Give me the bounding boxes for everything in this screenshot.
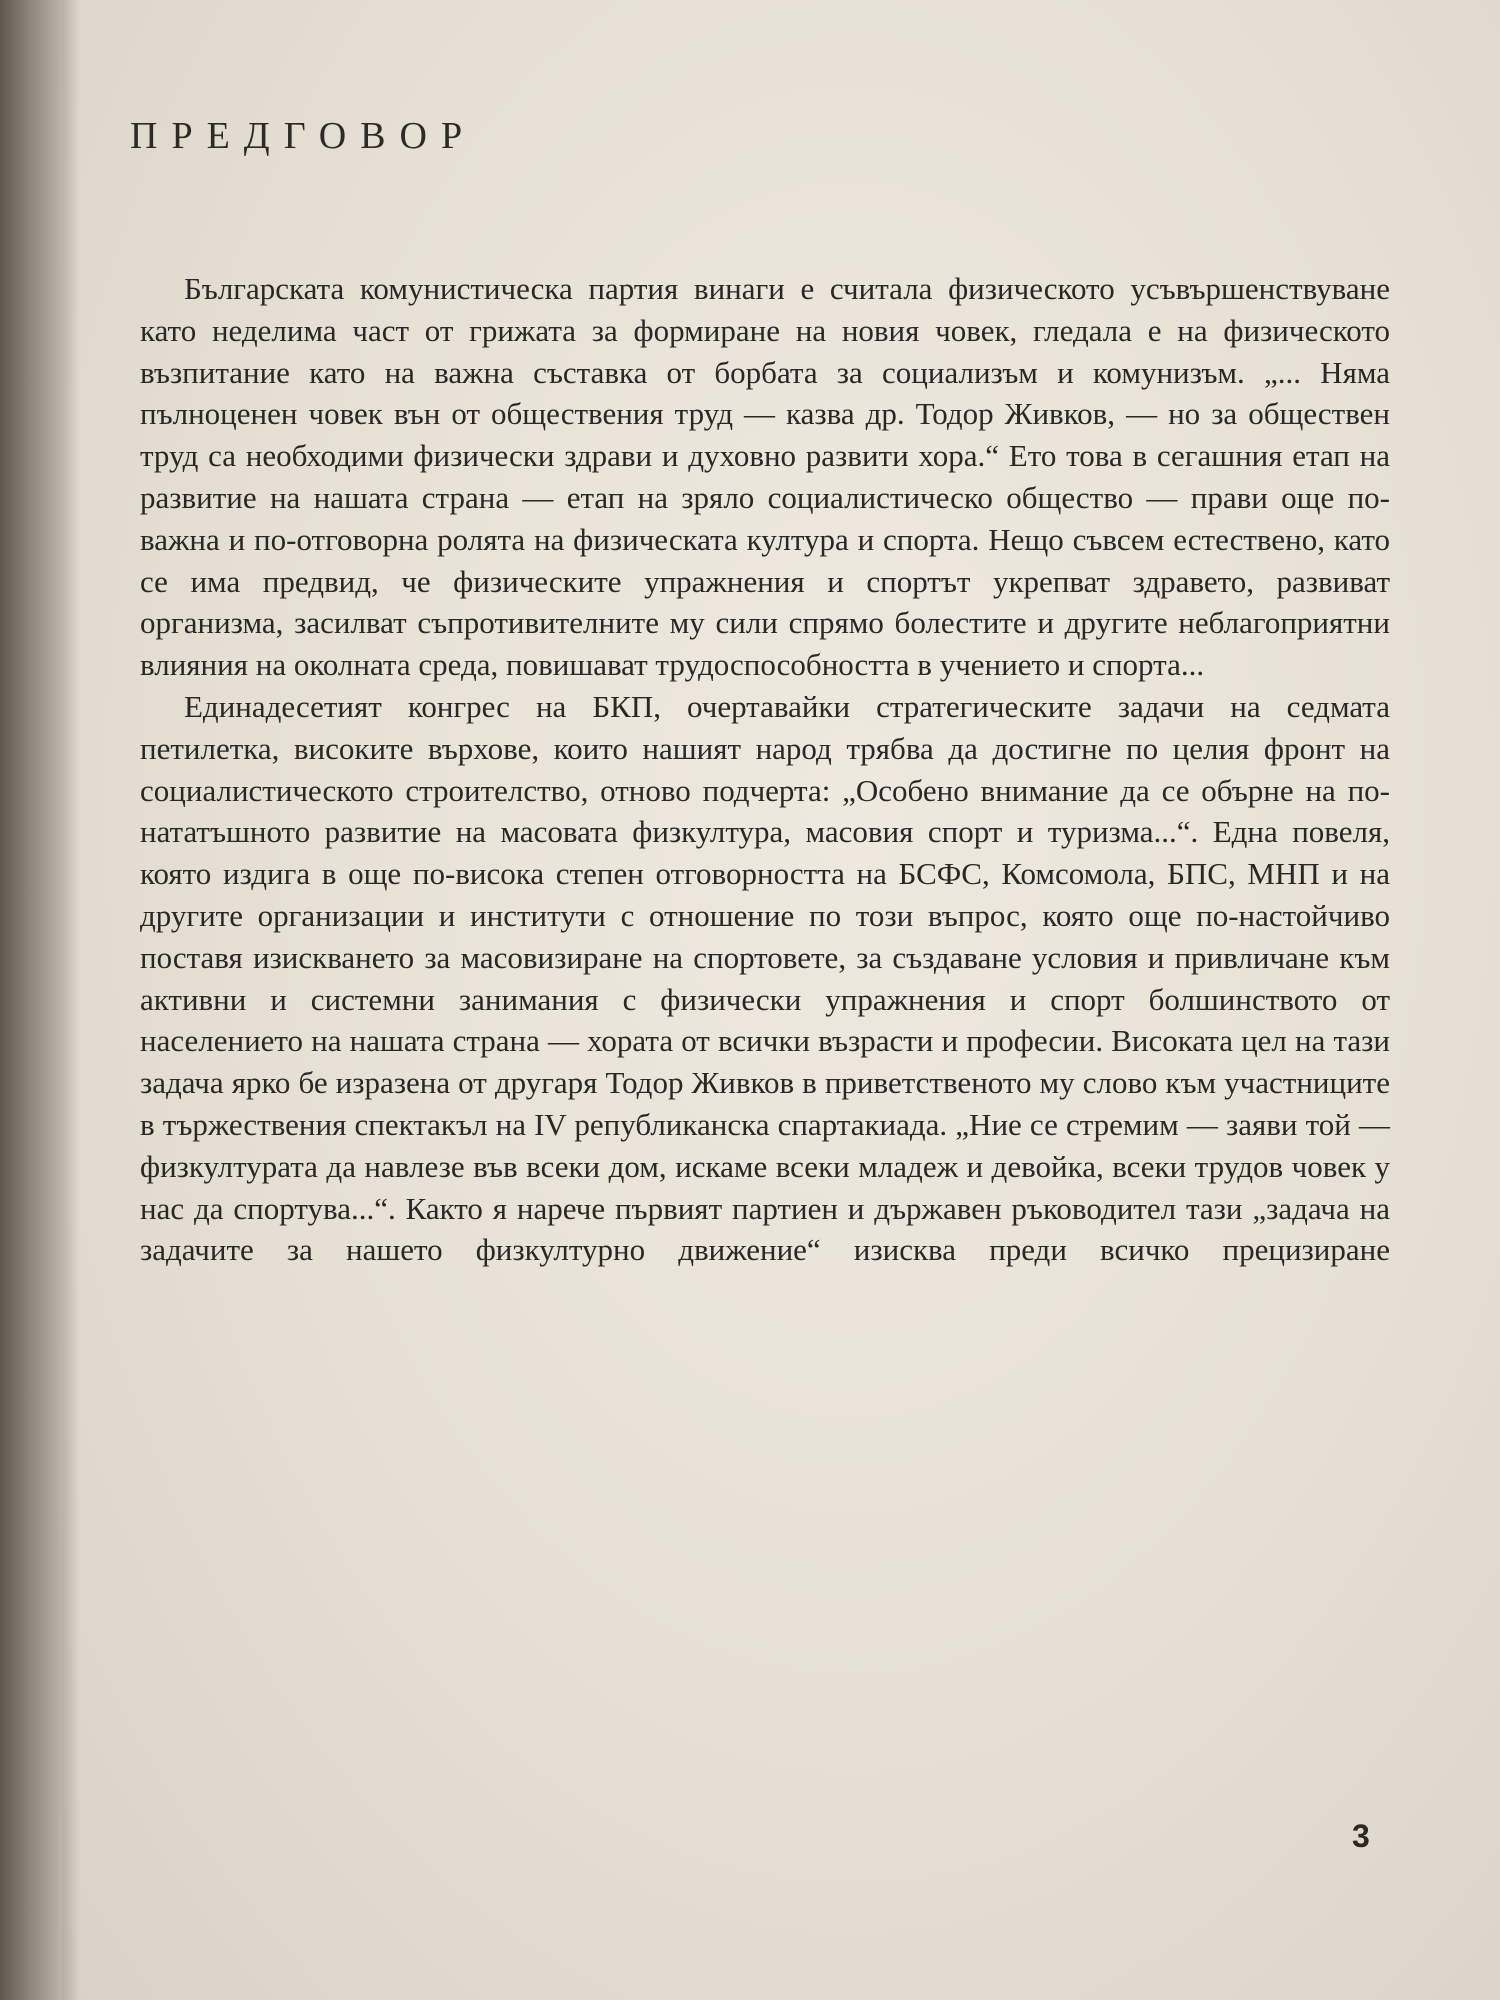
page-number: 3 <box>1352 1818 1370 1854</box>
body-text <box>140 268 1390 1271</box>
page-inner-edge <box>62 0 80 2000</box>
paragraph-1: Българската комунистическа партия винаги е считала физическото усъвършенствуване като неделима част от грижата за формиране на новия човек, гледала е на физическото възпитание като на важна съставка от борбата за социализъм и комунизъм. „... Няма пълноценен човек вън от обществения труд — казва др. Тодор Живков, — но за обществен труд са необходими физически здрави и духовно развити хора.“ Ето това в сегашния етап на развитие на нашата страна — етап на зряло социалистическо общество — прави още по-важна и по-отговорна ролята на физическата култура и спорта. Нещо съвсем естествено, като се има предвид, че физическите упражнения и спортът укрепват здравето, развиват организма, засилват съпротивителните му сили спрямо болестите и другите неблагоприятни влияния на околната среда, повишават трудоспособността в учението и спорта... <box>140 271 1390 683</box>
paragraph-2: Единадесетият конгрес на БКП, очертавайки стратегическите задачи на седмата петилетка, високите върхове, които нашият народ трябва да достигне по целия фронт на социалистическото строителство, отново подчерта: „Особено внимание да се обърне на по-нататъшното развитие на масовата физкултура, масовия спорт и туризма...“. Една повеля, която издига в още по-висока степен отговорността на БСФС, Комсомола, БПС, МНП и на другите организации и институти с отношение по този въпрос, която още по-настойчиво поставя изискването за масовизиране на спортовете, за създаване условия и привличане към активни и системни занимания с физически упражнения и спорт болшинството от населението на нашата страна — хората от всички възрасти и професии. Високата цел на тази задача ярко бе изразена от другаря Тодор Живков в приветственото му слово към участниците в тържествения спектакъл на IV републиканска спартакиада. „Ние се стремим — заяви той — физкултурата да навлезе във всеки дом, искаме всеки младеж и девойка, всеки трудов човек у нас да спортува...“. Както я нарече първият партиен и държавен ръководител тази „задача на задачите за нашето физкултурно движение“ изисква преди всичко прецизиране <box>140 688 1390 1268</box>
book-spine-shadow <box>0 0 62 2000</box>
page-heading: ПРЕДГОВОР <box>130 115 477 157</box>
